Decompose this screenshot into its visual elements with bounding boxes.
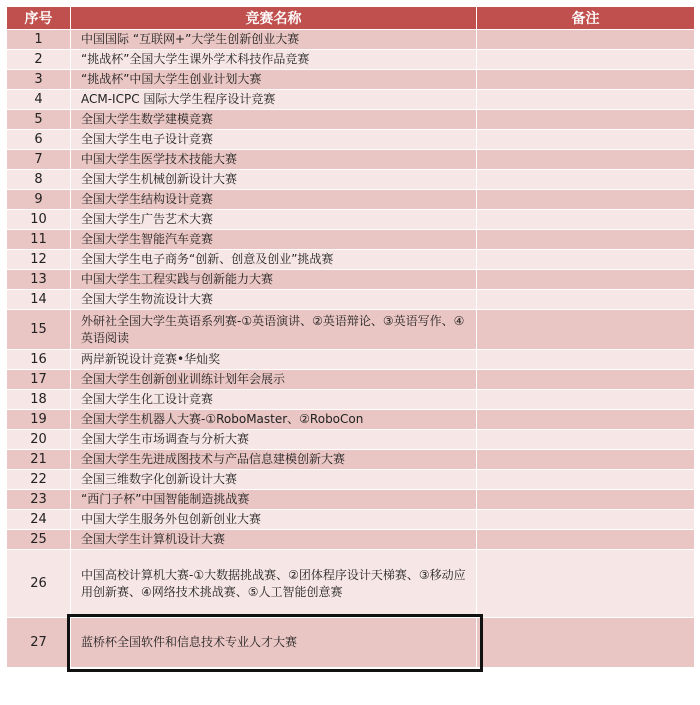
table-row	[7, 490, 695, 510]
row-note	[477, 618, 695, 668]
row-index: 6	[7, 130, 71, 150]
row-index: 19	[7, 410, 71, 430]
table-row	[7, 210, 695, 230]
header-name: 竞赛名称	[71, 7, 477, 30]
row-index: 24	[7, 510, 71, 530]
row-note	[477, 110, 695, 130]
table-row	[7, 30, 695, 50]
row-competition-name: 中国大学生工程实践与创新能力大赛	[71, 270, 477, 290]
row-competition-name: “挑战杯”全国大学生课外学术科技作品竞赛	[71, 50, 477, 70]
table-row	[7, 50, 695, 70]
table-row	[7, 310, 695, 350]
row-index: 7	[7, 150, 71, 170]
row-note	[477, 410, 695, 430]
table-row	[7, 130, 695, 150]
table-row	[7, 530, 695, 550]
row-index: 4	[7, 90, 71, 110]
row-competition-name: 全国大学生数学建模竞赛	[71, 110, 477, 130]
header-note: 备注	[477, 7, 695, 30]
row-competition-name: 全国大学生物流设计大赛	[71, 290, 477, 310]
row-competition-name: 全国三维数字化创新设计大赛	[71, 470, 477, 490]
row-index: 10	[7, 210, 71, 230]
row-index: 26	[7, 550, 71, 618]
row-index: 18	[7, 390, 71, 410]
row-index: 1	[7, 30, 71, 50]
row-index: 23	[7, 490, 71, 510]
row-note	[477, 530, 695, 550]
competition-table	[6, 6, 695, 668]
row-competition-name: 全国大学生市场调查与分析大赛	[71, 430, 477, 450]
row-competition-name: 中国大学生服务外包创新创业大赛	[71, 510, 477, 530]
row-note	[477, 130, 695, 150]
row-competition-name: “挑战杯”中国大学生创业计划大赛	[71, 70, 477, 90]
row-competition-name: 中国高校计算机大赛-①大数据挑战赛、②团体程序设计天梯赛、③移动应用创新赛、④网络技术挑战赛、⑤人工智能创意赛	[71, 550, 477, 618]
row-index: 5	[7, 110, 71, 130]
table-row	[7, 510, 695, 530]
row-competition-name: 全国大学生先进成图技术与产品信息建模创新大赛	[71, 450, 477, 470]
row-note	[477, 230, 695, 250]
table-row	[7, 170, 695, 190]
row-competition-name: 全国大学生机械创新设计大赛	[71, 170, 477, 190]
row-index: 22	[7, 470, 71, 490]
table-body	[7, 30, 695, 668]
row-note	[477, 430, 695, 450]
row-note	[477, 490, 695, 510]
row-note	[477, 470, 695, 490]
table-row	[7, 250, 695, 270]
table-row	[7, 70, 695, 90]
row-note	[477, 170, 695, 190]
table-row	[7, 230, 695, 250]
row-note	[477, 290, 695, 310]
row-index: 16	[7, 350, 71, 370]
row-competition-name: 全国大学生广告艺术大赛	[71, 210, 477, 230]
row-index: 21	[7, 450, 71, 470]
row-note	[477, 510, 695, 530]
table-row	[7, 350, 695, 370]
row-index: 2	[7, 50, 71, 70]
row-note	[477, 90, 695, 110]
row-index: 11	[7, 230, 71, 250]
table-row	[7, 290, 695, 310]
row-note	[477, 50, 695, 70]
row-competition-name: 全国大学生计算机设计大赛	[71, 530, 477, 550]
row-competition-name: ACM-ICPC 国际大学生程序设计竞赛	[71, 90, 477, 110]
row-note	[477, 270, 695, 290]
table-row	[7, 370, 695, 390]
table-row	[7, 390, 695, 410]
row-note	[477, 350, 695, 370]
row-index: 3	[7, 70, 71, 90]
table-row	[7, 90, 695, 110]
row-note	[477, 450, 695, 470]
row-index: 27	[7, 618, 71, 668]
row-competition-name: 全国大学生创新创业训练计划年会展示	[71, 370, 477, 390]
table-row	[7, 550, 695, 618]
row-competition-name: “西门子杯”中国智能制造挑战赛	[71, 490, 477, 510]
row-note	[477, 390, 695, 410]
table-row	[7, 450, 695, 470]
row-note	[477, 30, 695, 50]
row-index: 9	[7, 190, 71, 210]
row-index: 17	[7, 370, 71, 390]
row-index: 8	[7, 170, 71, 190]
table-row	[7, 410, 695, 430]
row-competition-name: 中国大学生医学技术技能大赛	[71, 150, 477, 170]
row-index: 25	[7, 530, 71, 550]
row-index: 14	[7, 290, 71, 310]
row-index: 12	[7, 250, 71, 270]
row-competition-name: 全国大学生化工设计竞赛	[71, 390, 477, 410]
row-competition-name: 外研社全国大学生英语系列赛-①英语演讲、②英语辩论、③英语写作、④英语阅读	[71, 310, 477, 350]
table-row	[7, 270, 695, 290]
table-row	[7, 430, 695, 450]
table-row	[7, 618, 695, 668]
row-competition-name: 全国大学生电子商务“创新、创意及创业”挑战赛	[71, 250, 477, 270]
row-competition-name: 中国国际 “互联网+”大学生创新创业大赛	[71, 30, 477, 50]
table-row	[7, 190, 695, 210]
row-index: 20	[7, 430, 71, 450]
row-note	[477, 550, 695, 618]
row-competition-name: 全国大学生机器人大赛-①RoboMaster、②RoboCon	[71, 410, 477, 430]
row-note	[477, 190, 695, 210]
table-row	[7, 150, 695, 170]
table-header-row	[7, 7, 695, 30]
row-competition-name: 两岸新锐设计竞赛•华灿奖	[71, 350, 477, 370]
row-note	[477, 70, 695, 90]
row-note	[477, 310, 695, 350]
row-competition-name: 全国大学生电子设计竞赛	[71, 130, 477, 150]
table-row	[7, 110, 695, 130]
row-competition-name: 全国大学生智能汽车竞赛	[71, 230, 477, 250]
table-row	[7, 470, 695, 490]
row-note	[477, 150, 695, 170]
row-note	[477, 250, 695, 270]
row-note	[477, 370, 695, 390]
row-competition-name: 蓝桥杯全国软件和信息技术专业人才大赛	[71, 618, 477, 668]
row-index: 13	[7, 270, 71, 290]
row-competition-name: 全国大学生结构设计竞赛	[71, 190, 477, 210]
header-index: 序号	[7, 7, 71, 30]
row-note	[477, 210, 695, 230]
row-index: 15	[7, 310, 71, 350]
